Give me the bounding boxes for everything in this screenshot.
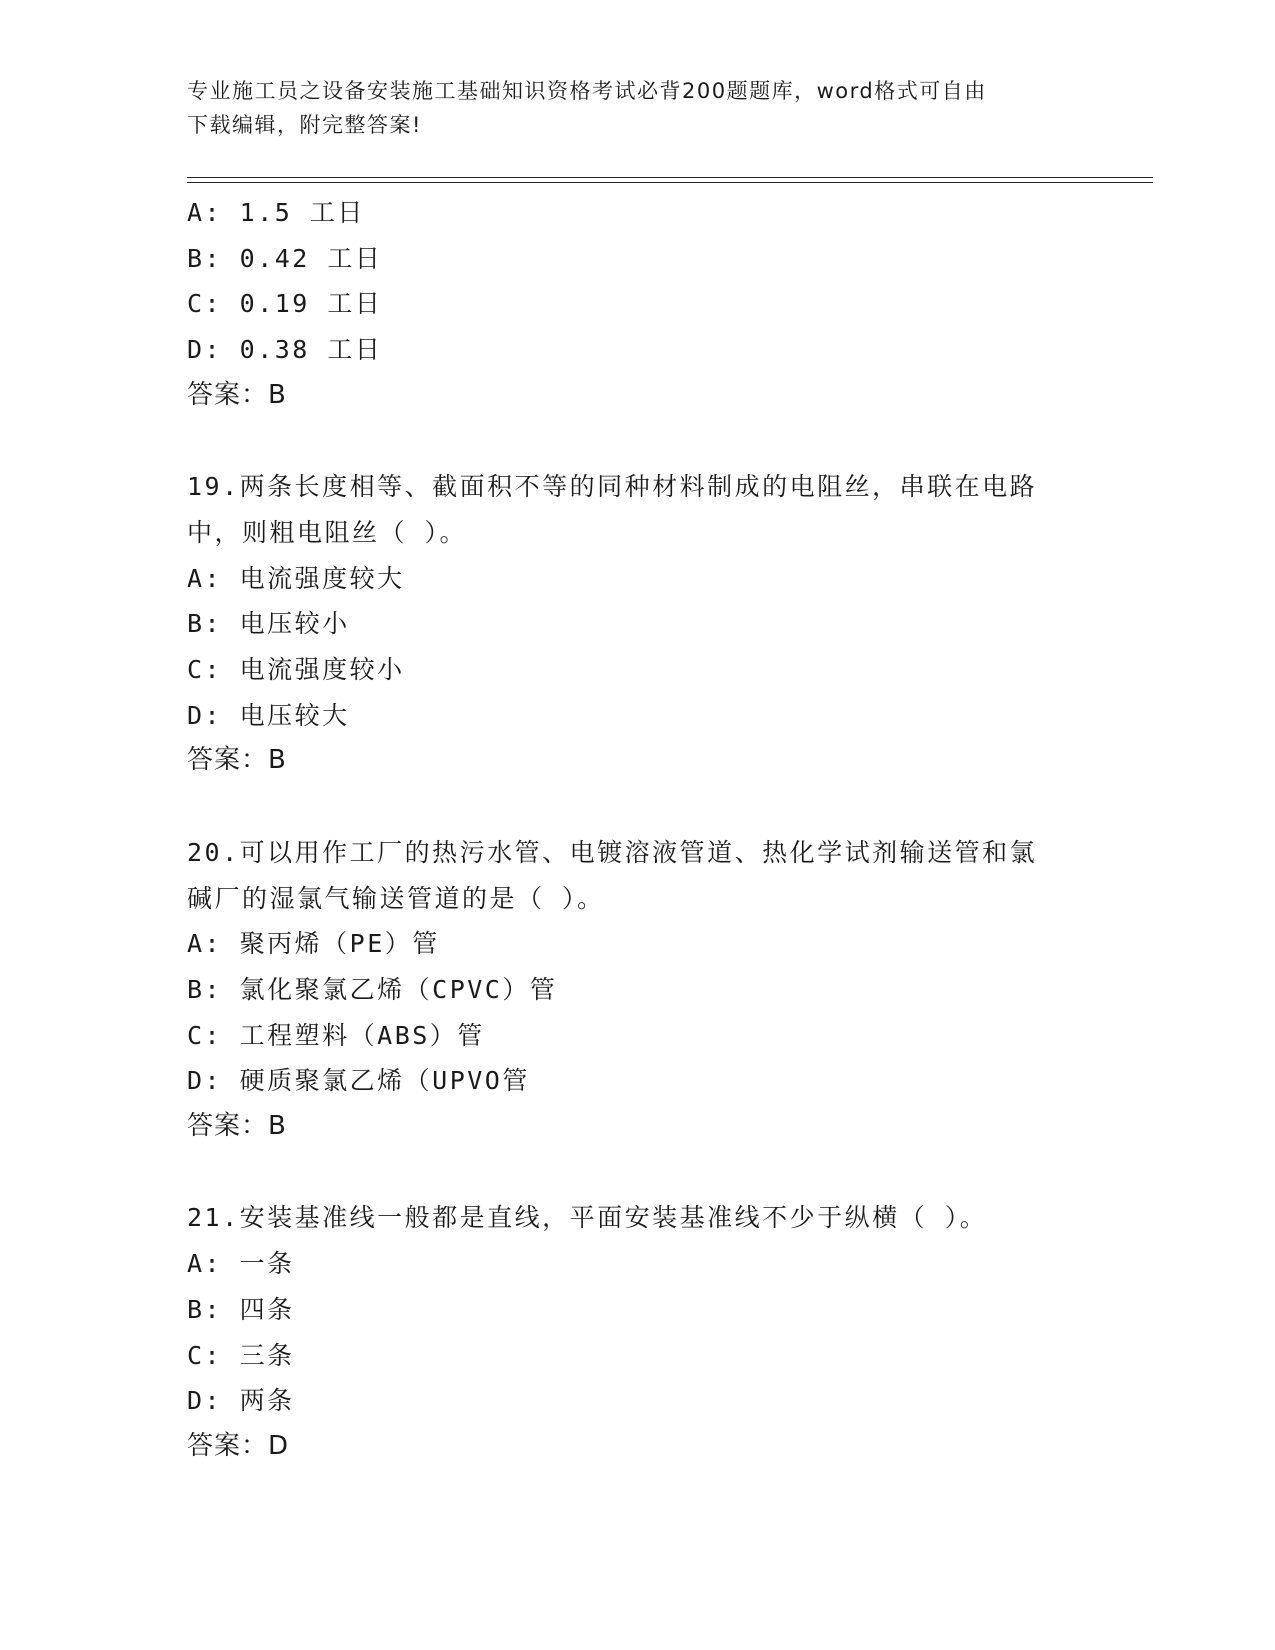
- option-c: C: 工程塑料（ABS）管: [187, 1020, 485, 1050]
- question-19: [187, 464, 1087, 784]
- document-header: [187, 74, 1087, 142]
- question-list: [187, 190, 1087, 1470]
- option-a: A: 聚丙烯（PE）管: [187, 929, 440, 959]
- option-a: A: 一条: [187, 1249, 295, 1279]
- question-stem-continued: 碱厂的湿氯气输送管道的是（ ）。: [187, 883, 605, 913]
- option-c: C: 三条: [187, 1340, 295, 1370]
- answer: 答案：B: [187, 1111, 287, 1142]
- spacer: [187, 1150, 1087, 1196]
- spacer: [187, 419, 1087, 465]
- option-b: B: 电压较小: [187, 609, 350, 639]
- question-stem: 21.安装基准线一般都是直线，平面安装基准线不少于纵横（ ）。: [187, 1203, 988, 1233]
- question-stem: 20.可以用作工厂的热污水管、电镀溶液管道、热化学试剂输送管和氯: [187, 837, 1038, 867]
- answer: 答案：B: [187, 379, 287, 410]
- option-d: D: 两条: [187, 1386, 295, 1416]
- option-b: B: 氯化聚氯乙烯（CPVC）管: [187, 974, 558, 1004]
- question-20: [187, 830, 1087, 1150]
- question-stem-continued: 中，则粗电阻丝（ ）。: [187, 517, 468, 547]
- option-a: A: 电流强度较大: [187, 563, 405, 593]
- header-line-1: 专业施工员之设备安装施工基础知识资格考试必背200题题库，word格式可自由: [187, 79, 987, 103]
- header-divider-top: [187, 177, 1153, 178]
- option-c: C: 0.19 工日: [187, 289, 383, 319]
- option-d: D: 硬质聚氯乙烯（UPVO管: [187, 1066, 530, 1096]
- option-a: A: 1.5 工日: [187, 198, 365, 227]
- question-stem: 19.两条长度相等、截面积不等的同种材料制成的电阻丝，串联在电路: [187, 472, 1038, 502]
- answer: 答案：B: [187, 745, 287, 776]
- answer: 答案：D: [187, 1430, 290, 1461]
- spacer: [187, 784, 1087, 830]
- option-b: B: 0.42 工日: [187, 243, 383, 273]
- option-b: B: 四条: [187, 1294, 295, 1324]
- question-18: [187, 190, 1087, 419]
- option-c: C: 电流强度较小: [187, 655, 405, 685]
- option-d: D: 0.38 工日: [187, 335, 383, 365]
- header-divider-bottom: [187, 182, 1153, 183]
- question-21: [187, 1195, 1087, 1469]
- option-d: D: 电压较大: [187, 700, 350, 730]
- header-line-2: 下载编辑，附完整答案!: [187, 113, 422, 137]
